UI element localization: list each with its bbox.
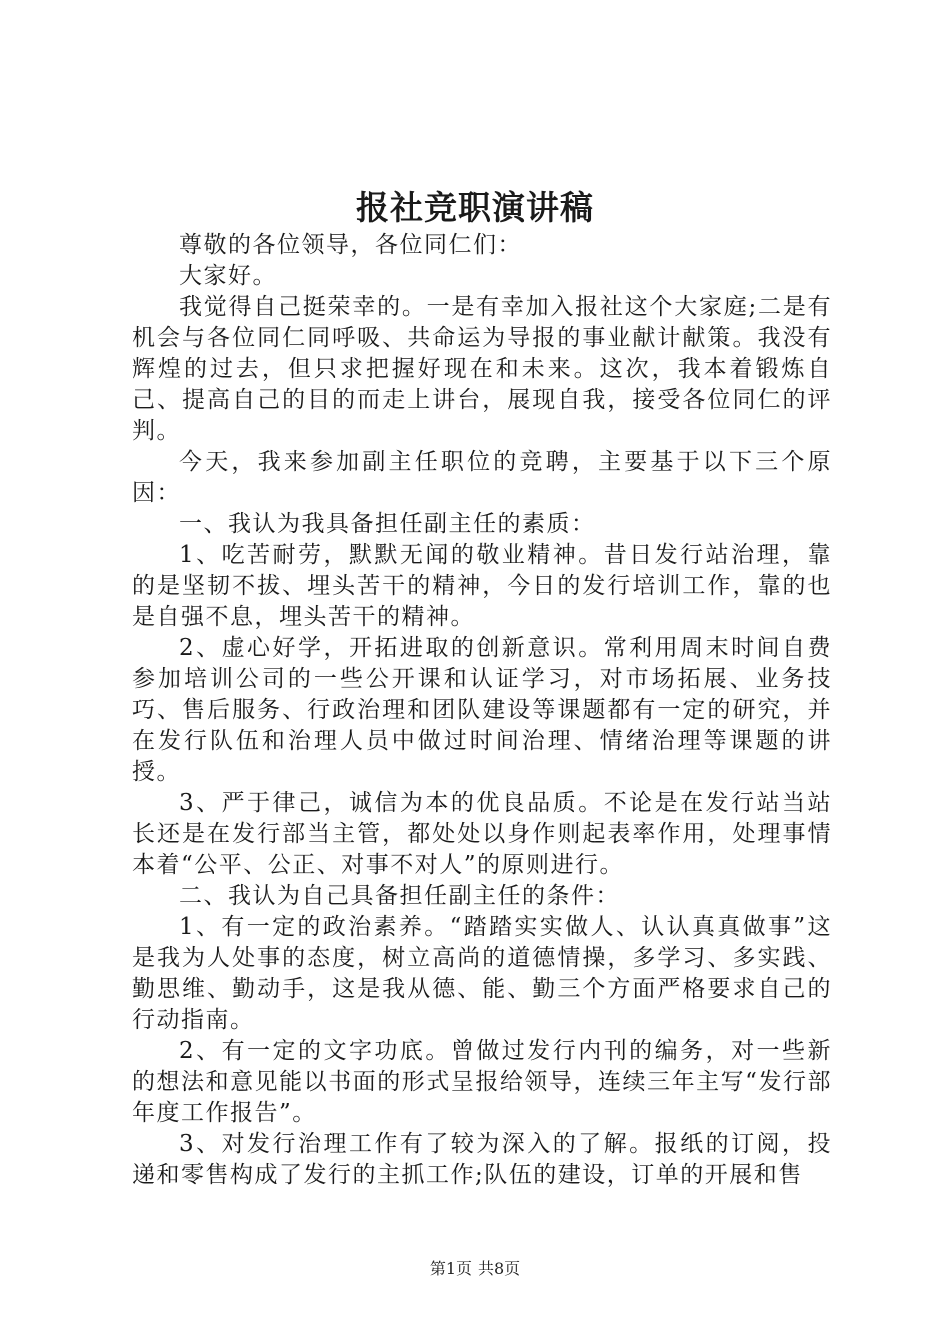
paragraph-quality-2: 2、虚心好学，开拓进取的创新意识。常利用周末时间自费参加培训公司的一些公开课和认证学习，对市场拓展、业务技巧、售后服务、行政治理和团队建设等课题都有一定的研究，并在发行队伍和治理人员中做过时间治理、情绪治理等课题的讲授。 [132,635,832,785]
page-number: 第1页 [429,1259,472,1278]
paragraph-intro: 我觉得自己挺荣幸的。一是有幸加入报社这个大家庭;二是有机会与各位同仁同呼吸、共命运为导报的事业献计献策。我没有辉煌的过去，但只求把握好现在和未来。这次，我本着锻炼自己、提高自己的目的而走上讲台，展现自我，接受各位同仁的评判。 [132,294,832,444]
document-body [132,230,832,1191]
paragraph-quality-3: 3、严于律己，诚信为本的优良品质。不论是在发行站当站长还是在发行部当主管，都处处以身作则起表率作用，处理事情本着“公平、公正、对事不对人”的原则进行。 [132,790,832,878]
paragraph-purpose: 今天，我来参加副主任职位的竞聘，主要基于以下三个原因： [132,449,832,506]
section-heading-conditions: 二、我认为自己具备担任副主任的条件： [179,883,620,909]
page-footer [0,1258,950,1280]
paragraph-condition-1: 1、有一定的政治素养。“踏踏实实做人、认认真真做事”这是我为人处事的态度，树立高尚的道德情操，多学习、多实践、勤思维、勤动手，这是我从德、能、勤三个方面严格要求自己的行动指南。 [132,914,832,1033]
document-title: 报社竞职演讲稿 [356,188,594,227]
salutation: 尊敬的各位领导，各位同仁们： [179,232,522,258]
greeting: 大家好。 [179,263,277,289]
page-total: 共8页 [478,1259,521,1278]
paragraph-condition-2: 2、有一定的文字功底。曾做过发行内刊的编务，对一些新的想法和意见能以书面的形式呈报给领导，连续三年主写“发行部年度工作报告”。 [132,1038,832,1126]
paragraph-condition-3: 3、对发行治理工作有了较为深入的了解。报纸的订阅，投递和零售构成了发行的主抓工作;队伍的建设，订单的开展和售 [132,1131,832,1188]
section-heading-qualities: 一、我认为我具备担任副主任的素质： [179,511,596,537]
paragraph-quality-1: 1、吃苦耐劳，默默无闻的敬业精神。昔日发行站治理，靠的是坚韧不拔、埋头苦干的精神，今日的发行培训工作，靠的也是自强不息，埋头苦干的精神。 [132,542,832,630]
